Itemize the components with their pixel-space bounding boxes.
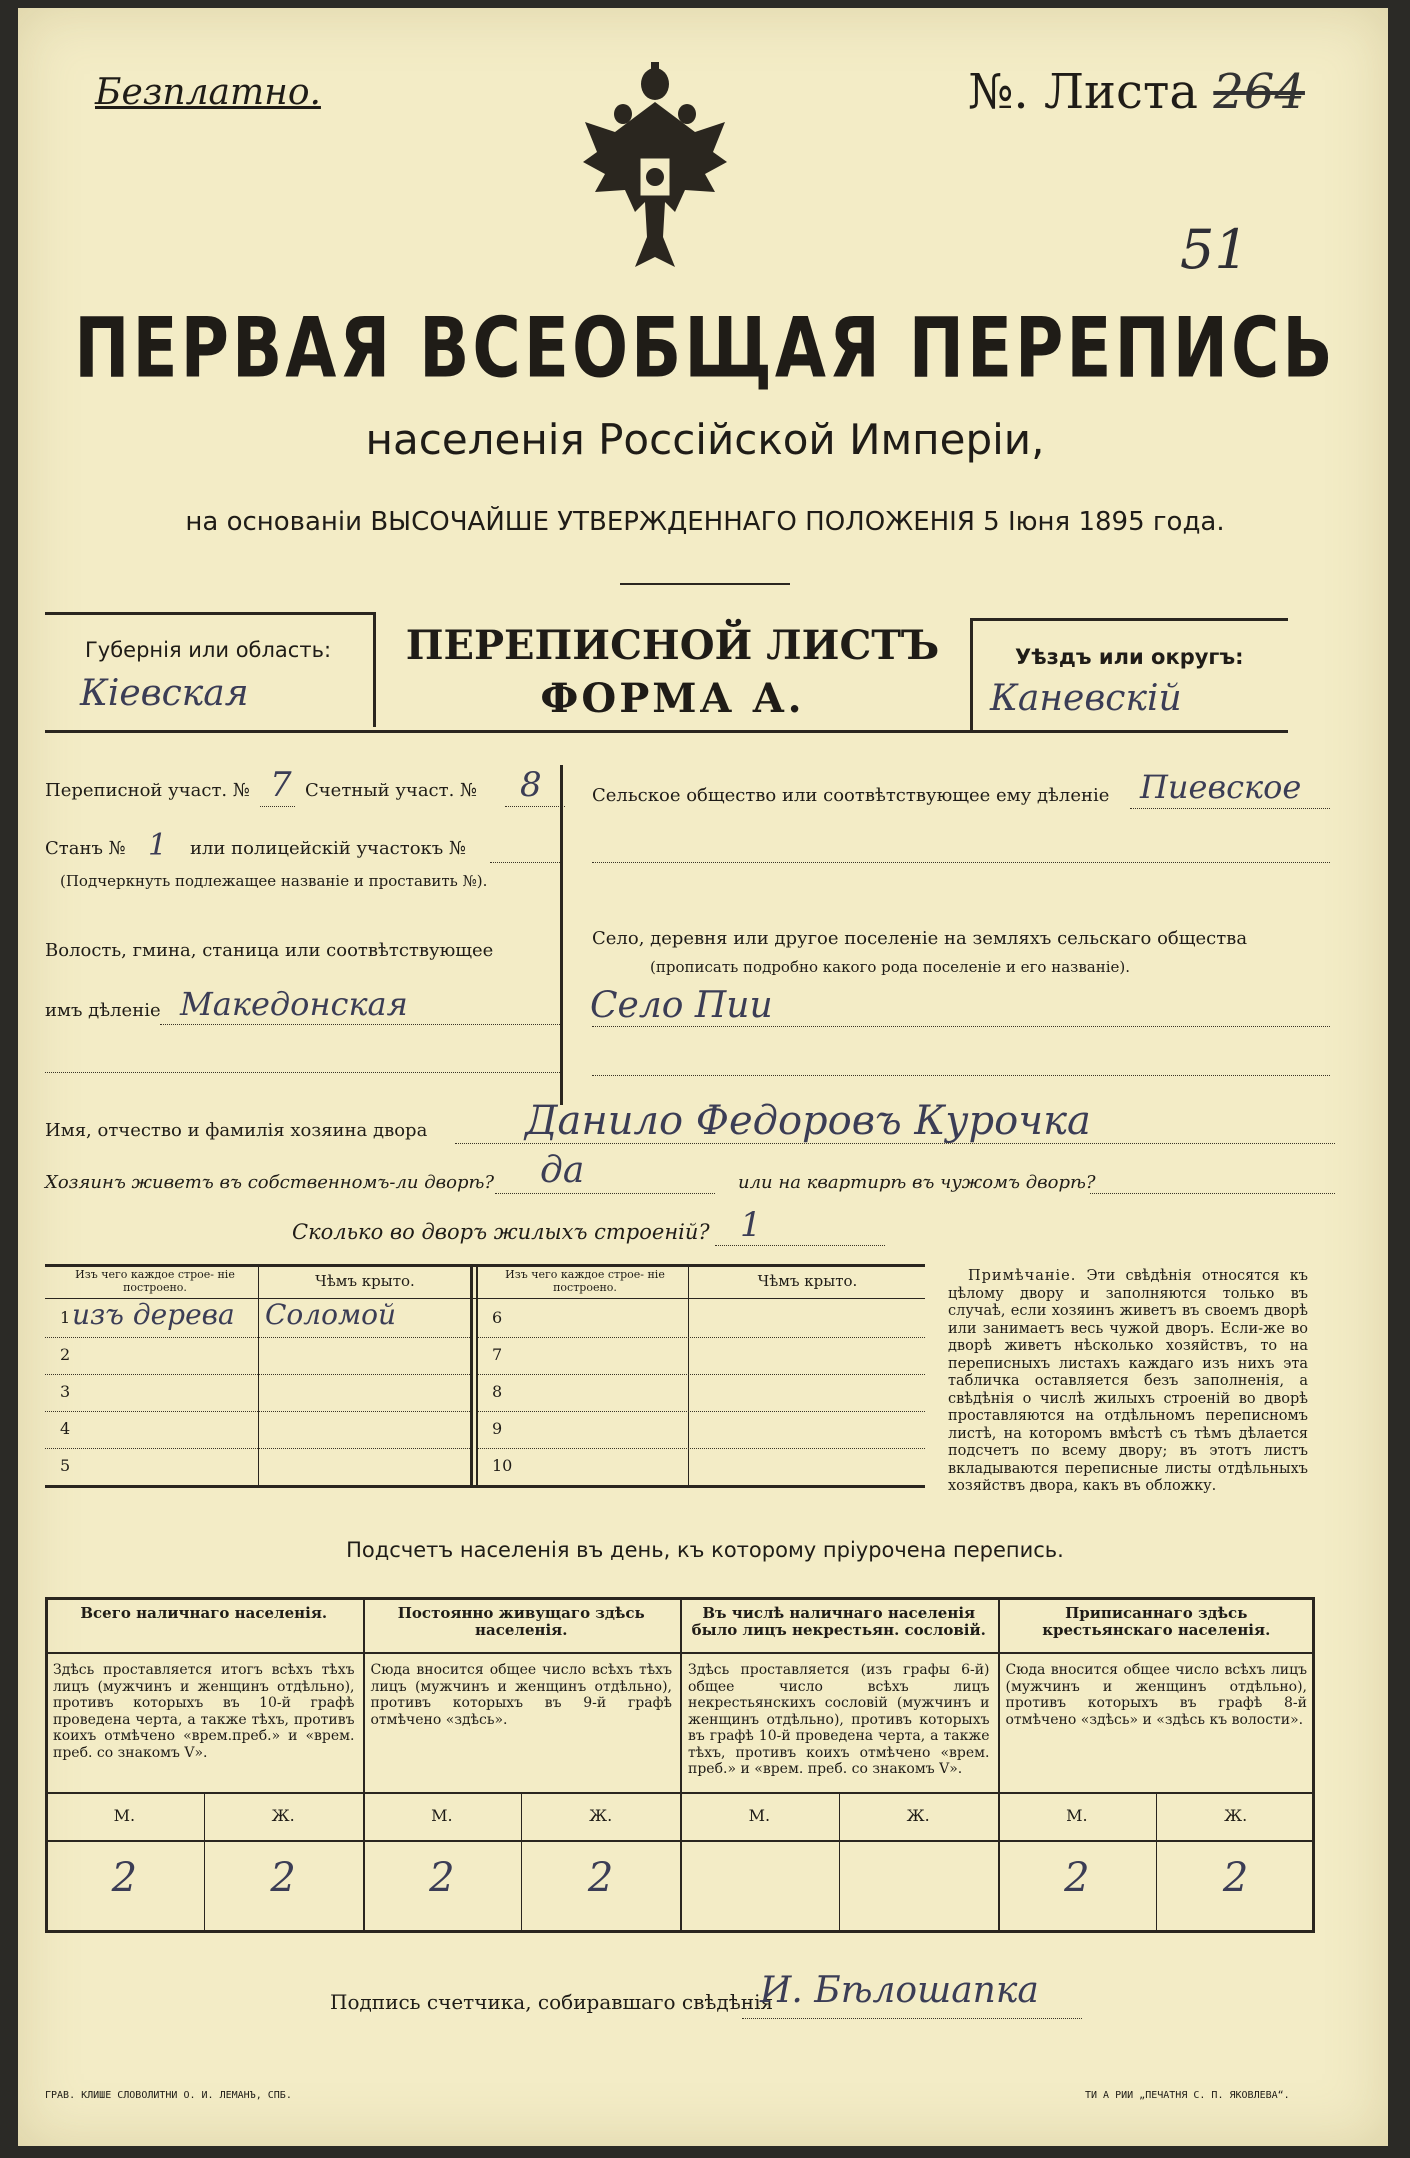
footer-right: ТИ А РИИ „ПЕЧАТНЯ С. П. ЯКОВЛЕВА“. [1085,2090,1290,2101]
building-row-material: изъ дерева [72,1298,235,1331]
owner-underline [455,1143,1335,1144]
count-col-desc: Здѣсь проставляется итогъ всѣхъ тѣхъ лицъ (мужчинъ и женщинъ отдѣльно), противъ которыхъ въ 10-й графѣ проведена черта, а также тѣхъ, противъ коихъ отмѣчено «врем.преб.» и «врем. преб. со знакомъ V». [53,1662,355,1761]
society-label: Сельское общество или соотвѣтствующее ему дѣленіе [592,785,1110,806]
buildings-col-material-right: Изъ чего каждое строе- ніе построено. [505,1268,665,1294]
free-label: Безплатно. [95,72,321,113]
count-col-desc: Сюда вносится общее число всѣхъ лицъ (мужчинъ и женщинъ отдѣльно), противъ которыхъ въ графѣ 8-й отмѣчено «здѣсь» и «здѣсь къ волости». [1005,1662,1307,1728]
owner-value: Данило Федоровъ Курочка [525,1098,1091,1144]
village-underline [592,1026,1330,1027]
signature-underline [742,2018,1082,2019]
society-underline [1130,808,1330,809]
form-header-left-vline [373,612,376,727]
village-label: Село, деревня или другое поселеніе на земляхъ сельскаго общества [592,928,1248,949]
count-title: Подсчетъ населенія въ день, къ которому пріурочена перепись. [346,1538,1064,1562]
village-value: Село Пии [590,985,773,1026]
count-col-m-value: 2 [1064,1855,1090,1901]
building-row-rule [478,1374,925,1375]
form-header-top-rule [45,612,375,615]
guberniya-value: Кіевская [80,673,249,714]
count-col-f-value: 2 [270,1855,296,1901]
count-col-m-value: 2 [429,1855,455,1901]
note-label: Примѣчаніе. [968,1268,1077,1284]
count-col-desc: Сюда вносится общее число всѣхъ тѣхъ лицъ (мужчинъ и женщинъ отдѣльно), противъ которыхъ въ 9-й графѣ отмѣчено «здѣсь». [370,1662,672,1728]
buildings-col-material: Изъ чего каждое строе- ніе построено. [75,1268,235,1294]
form-header-bottom-rule [45,730,1288,733]
form-header-right-vline [970,618,973,733]
building-row-number: 6 [492,1308,503,1327]
building-row-number: 4 [60,1419,71,1438]
note-text: Эти свѣдѣнія относятся къ цѣлому двору и заполняются только въ случаѣ, если хозяинъ живетъ въ своемъ дворѣ или занимаетъ весь чужой дворъ. Если-же во дворѣ живетъ нѣсколько хозяйствъ, то на переписныхъ листахъ каждаго изъ нихъ эта табличка оставляется безъ заполненія, а свѣдѣнія о числѣ жилыхъ строеній во дворѣ проставляются на отдѣльномъ переписномъ листѣ, на которомъ вмѣстѣ съ тѣмъ дѣлается подсчетъ по всему двору; въ этотъ листъ вкладываются переписные листы отдѣльныхъ хозяйствъ двора, какъ въ обложку. [948,1268,1309,1494]
village-underline-2 [592,1075,1330,1076]
footer-left: ГРАВ. КЛИШЕ СЛОВОЛИТНИ О. И. ЛЕМАНЪ, СПБ. [45,2090,292,2101]
own-yard-underline [495,1193,715,1194]
underline-note: (Подчеркнуть подлежащее названіе и проставить №). [60,872,488,890]
stan-label: Станъ № [45,838,126,859]
building-row-rule [45,1337,470,1338]
count-col-head: Постоянно живущаго здѣсь населенія. [397,1604,645,1639]
building-row-roof: Соломой [265,1298,397,1331]
count-col-f-label: Ж. [906,1806,930,1825]
building-row-number: 8 [492,1382,503,1401]
rent-underline [1090,1193,1335,1194]
ornament-divider [620,583,790,585]
census-district-value: 7 [270,765,292,805]
stan-value: 1 [148,828,168,863]
form-header-top-rule-right [970,618,1288,621]
building-row-rule [45,1374,470,1375]
sheet-number-struck: 264 [1213,64,1305,120]
rent-label: или на квартирѣ въ чужомъ дворѣ? [738,1172,1096,1193]
village-note: (прописать подробно какого рода поселеніе и его названіе). [650,958,1130,976]
owner-label: Имя, отчество и фамилія хозяина двора [45,1120,428,1141]
buildings-underline [715,1245,885,1246]
census-district-underline [260,806,295,807]
building-row-number: 7 [492,1345,503,1364]
count-col-head: Въ числѣ наличнаго населенія было лицъ некрестьян. сословій. [691,1604,986,1639]
volost-value: Македонская [180,985,408,1023]
building-row-rule [478,1448,925,1449]
count-col-desc: Здѣсь проставляется (изъ графы 6-й) общее число всѣхъ лицъ некрестьянскихъ сословій (мужчинъ и женщинъ отдѣльно), противъ которыхъ въ графѣ 10-й проведена черта, а также тѣхъ, противъ коихъ отмѣчено «врем. преб.» и «врем. преб. со знакомъ V». [688,1662,990,1777]
own-yard-label: Хозяинъ живетъ въ собственномъ-ли дворѣ? [45,1172,495,1193]
count-col-f-label: Ж. [271,1806,295,1825]
count-col-head: Всего наличнаго населенія. [80,1604,328,1622]
buildings-table-top [45,1264,925,1267]
volost-underline [160,1024,560,1025]
building-row-rule [45,1448,470,1449]
count-col-divider [680,1597,682,1933]
main-title: ПЕРВАЯ ВСЕОБЩАЯ ПЕРЕПИСЬ [74,300,1336,397]
police-underline [490,862,560,863]
buildings-col-roof: Чѣмъ крыто. [315,1272,415,1290]
signature-label: Подпись счетчика, собиравшаго свѣдѣнія [330,1990,774,2014]
building-row-number: 2 [60,1345,71,1364]
buildings-col-roof-right: Чѣмъ крыто. [757,1272,858,1290]
sheet-number-label: №. Листа [968,64,1199,120]
buildings-label: Сколько во дворъ жилыхъ строеній? [292,1220,710,1244]
building-row-number: 9 [492,1419,503,1438]
volost-label-1: Волость, гмина, станица или соотвѣтствующее [45,940,494,961]
sheet-number-handwritten: 51 [1180,218,1249,281]
count-col-head: Приписаннаго здѣсь крестьянскаго населенія. [1042,1604,1271,1639]
society-underline-2 [592,862,1330,863]
sheet-label [968,64,1305,120]
buildings-table-bottom [45,1485,925,1488]
counting-district-value: 8 [520,765,542,805]
uezd-value: Каневскій [990,678,1182,719]
building-row-number: 1 [60,1308,71,1327]
count-col-f-value: 2 [587,1855,614,1901]
census-district-label: Переписной участ. № [45,780,250,801]
basis-line: на основаніи ВЫСОЧАЙШЕ УТВЕРЖДЕННАГО ПОЛОЖЕНІЯ 5 Іюня 1895 года. [185,507,1225,537]
building-row-number: 5 [60,1456,71,1475]
building-row-rule [478,1411,925,1412]
count-col-m-label: М. [431,1806,453,1825]
counting-district-label: Счетный участ. № [305,780,478,801]
volost-label-2: имъ дѣленіе [45,1000,161,1021]
signature-value: И. Бѣлошапка [760,1970,1039,2011]
own-yard-value: да [540,1150,585,1191]
building-row-rule [45,1411,470,1412]
count-col-m-value: 2 [111,1855,138,1901]
subtitle: населенія Россійской Имперіи, [365,415,1045,464]
police-label: или полицейскій участокъ № [190,838,467,859]
society-value: Пиевское [1140,768,1302,806]
guberniya-label: Губернія или область: [85,638,332,662]
form-type: ФОРМА А. [540,675,805,722]
building-row-number: 3 [60,1382,71,1401]
counting-district-underline [505,806,565,807]
buildings-value: 1 [740,1205,762,1245]
address-vertical-divider [560,765,563,1105]
note-block [948,1268,1308,1496]
form-name: ПЕРЕПИСНОЙ ЛИСТЪ [405,622,940,669]
count-col-m-label: М. [113,1806,136,1825]
uezd-label: Уѣздъ или округъ: [1015,645,1244,669]
volost-underline-2 [45,1072,560,1073]
count-col-m-label: М. [1066,1806,1088,1825]
count-col-m-label: М. [748,1806,771,1825]
imperial-eagle-emblem-icon [575,62,735,282]
building-row-rule [478,1337,925,1338]
count-col-f-label: Ж. [1224,1806,1248,1825]
count-col-f-label: Ж. [589,1806,613,1825]
count-col-f-value: 2 [1222,1855,1249,1901]
building-row-number: 10 [492,1456,513,1475]
